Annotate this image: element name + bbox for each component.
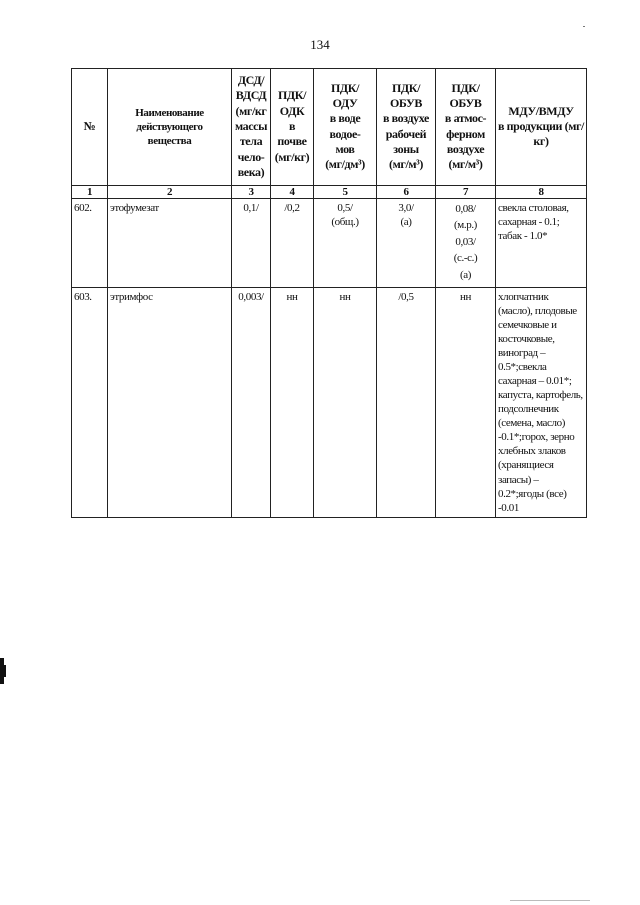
header-line: ОДУ — [332, 96, 358, 111]
header-line: № — [83, 119, 96, 134]
header-line: ВДСД — [235, 88, 267, 103]
header-line: МДУ/ВМДУ — [508, 103, 574, 118]
mdu-value: свекла столовая, сахарная - 0.1; табак - 1.0* — [496, 198, 587, 287]
header-pdk-soil — [271, 69, 314, 186]
header-line: (мг/кг — [235, 103, 267, 118]
column-number: 3 — [232, 185, 271, 198]
header-line: ПДК/ — [451, 80, 480, 95]
scan-dot — [583, 26, 585, 27]
header-line: (мг/дм³) — [325, 157, 365, 172]
mdu-value: хлопчатник (масло), плодовые семечковые и косточковые, виноград – 0.5*;свекла сахарная – 0.01*; капуста, картофель, подсолнечник (семена, масло) -0.1*;горох, зерно хлебных злаков (хранящиеся запасы) – 0.2*;ягоды (все) -0.01 — [496, 287, 587, 517]
header-line: действующего — [136, 120, 203, 133]
header-line: ДСД/ — [237, 73, 265, 87]
scan-edge-mark — [4, 665, 6, 677]
header-line: (мг/кг) — [274, 149, 310, 164]
column-number: 8 — [496, 185, 587, 198]
table-row — [72, 198, 587, 287]
page-number: 134 — [310, 37, 330, 52]
pdk-work-air-line: 3,0/ — [398, 201, 414, 214]
pdk-water-line: (общ.) — [331, 215, 359, 228]
pdk-water-line: 0,5/ — [337, 201, 353, 214]
substance-name: этримфос — [108, 287, 232, 517]
header-line: ПДК/ — [330, 80, 360, 95]
header-line: ферном — [446, 126, 485, 141]
header-line: в продукции (мг/кг) — [497, 119, 584, 149]
dsd-value: 0,003/ — [232, 287, 271, 517]
pdk-work-air-value: /0,5 — [377, 287, 436, 517]
pdk-atm-air-line: (с.-с.) — [453, 252, 478, 265]
header-line: чело- — [237, 149, 265, 164]
pdk-water-value: нн — [314, 287, 377, 517]
header-line: ОБУВ — [449, 96, 482, 111]
pdk-soil-value: /0,2 — [271, 198, 314, 287]
pdk-work-air-value — [377, 198, 436, 287]
row-number: 602. — [72, 198, 108, 287]
header-line: в воде — [329, 111, 361, 126]
header-line: почве — [277, 134, 307, 149]
header-dsd — [232, 69, 271, 186]
row-number: 603. — [72, 287, 108, 517]
header-line: водое- — [329, 126, 361, 141]
pdk-work-air-line: (а) — [400, 215, 412, 228]
table-row — [72, 287, 587, 517]
header-line: в атмос- — [444, 111, 487, 126]
column-number: 6 — [377, 185, 436, 198]
header-pdk-work-air — [377, 69, 436, 186]
header-pdk-atm-air — [436, 69, 496, 186]
substance-name: этофумезат — [108, 198, 232, 287]
header-line: рабочей — [385, 126, 427, 141]
pdk-atm-air-line: 0,08/ — [455, 202, 476, 215]
header-pdk-water — [314, 69, 377, 186]
column-number: 2 — [108, 185, 232, 198]
header-line: массы — [234, 119, 268, 134]
header-line: мов — [335, 142, 355, 157]
header-row — [72, 69, 587, 186]
pdk-water-value — [314, 198, 377, 287]
header-line: (мг/м³) — [448, 157, 483, 172]
header-line: ПДК/ — [391, 80, 421, 95]
header-number — [72, 69, 108, 186]
header-line: тела — [239, 134, 263, 149]
pdk-atm-air-value: нн — [436, 287, 496, 517]
header-line: (мг/м³) — [389, 157, 423, 172]
column-number: 1 — [72, 185, 108, 198]
substance-table — [71, 68, 587, 518]
header-line: века) — [237, 165, 265, 180]
header-mdu — [496, 69, 587, 186]
header-line: в — [288, 119, 296, 134]
header-line: ПДК/ — [277, 88, 307, 103]
header-line: ОБУВ — [389, 96, 423, 111]
header-line: зоны — [393, 142, 419, 157]
header-line: вещества — [147, 134, 192, 147]
column-number: 4 — [271, 185, 314, 198]
header-line: Наименование — [135, 106, 204, 119]
header-line: в воздухе — [383, 111, 429, 126]
pdk-atm-air-line: (а) — [459, 268, 471, 281]
column-number: 5 — [314, 185, 377, 198]
header-line: ОДК — [279, 103, 305, 118]
dsd-value: 0,1/ — [232, 198, 271, 287]
column-number-row — [72, 185, 587, 198]
scan-bottom-line — [510, 900, 590, 901]
pdk-soil-value: нн — [271, 287, 314, 517]
pdk-atm-air-line: 0,03/ — [455, 235, 476, 248]
header-substance-name — [108, 69, 232, 186]
header-line: воздухе — [446, 142, 485, 157]
column-number: 7 — [436, 185, 496, 198]
pdk-atm-air-line: (м.р.) — [454, 219, 477, 232]
pdk-atm-air-value — [436, 198, 496, 287]
